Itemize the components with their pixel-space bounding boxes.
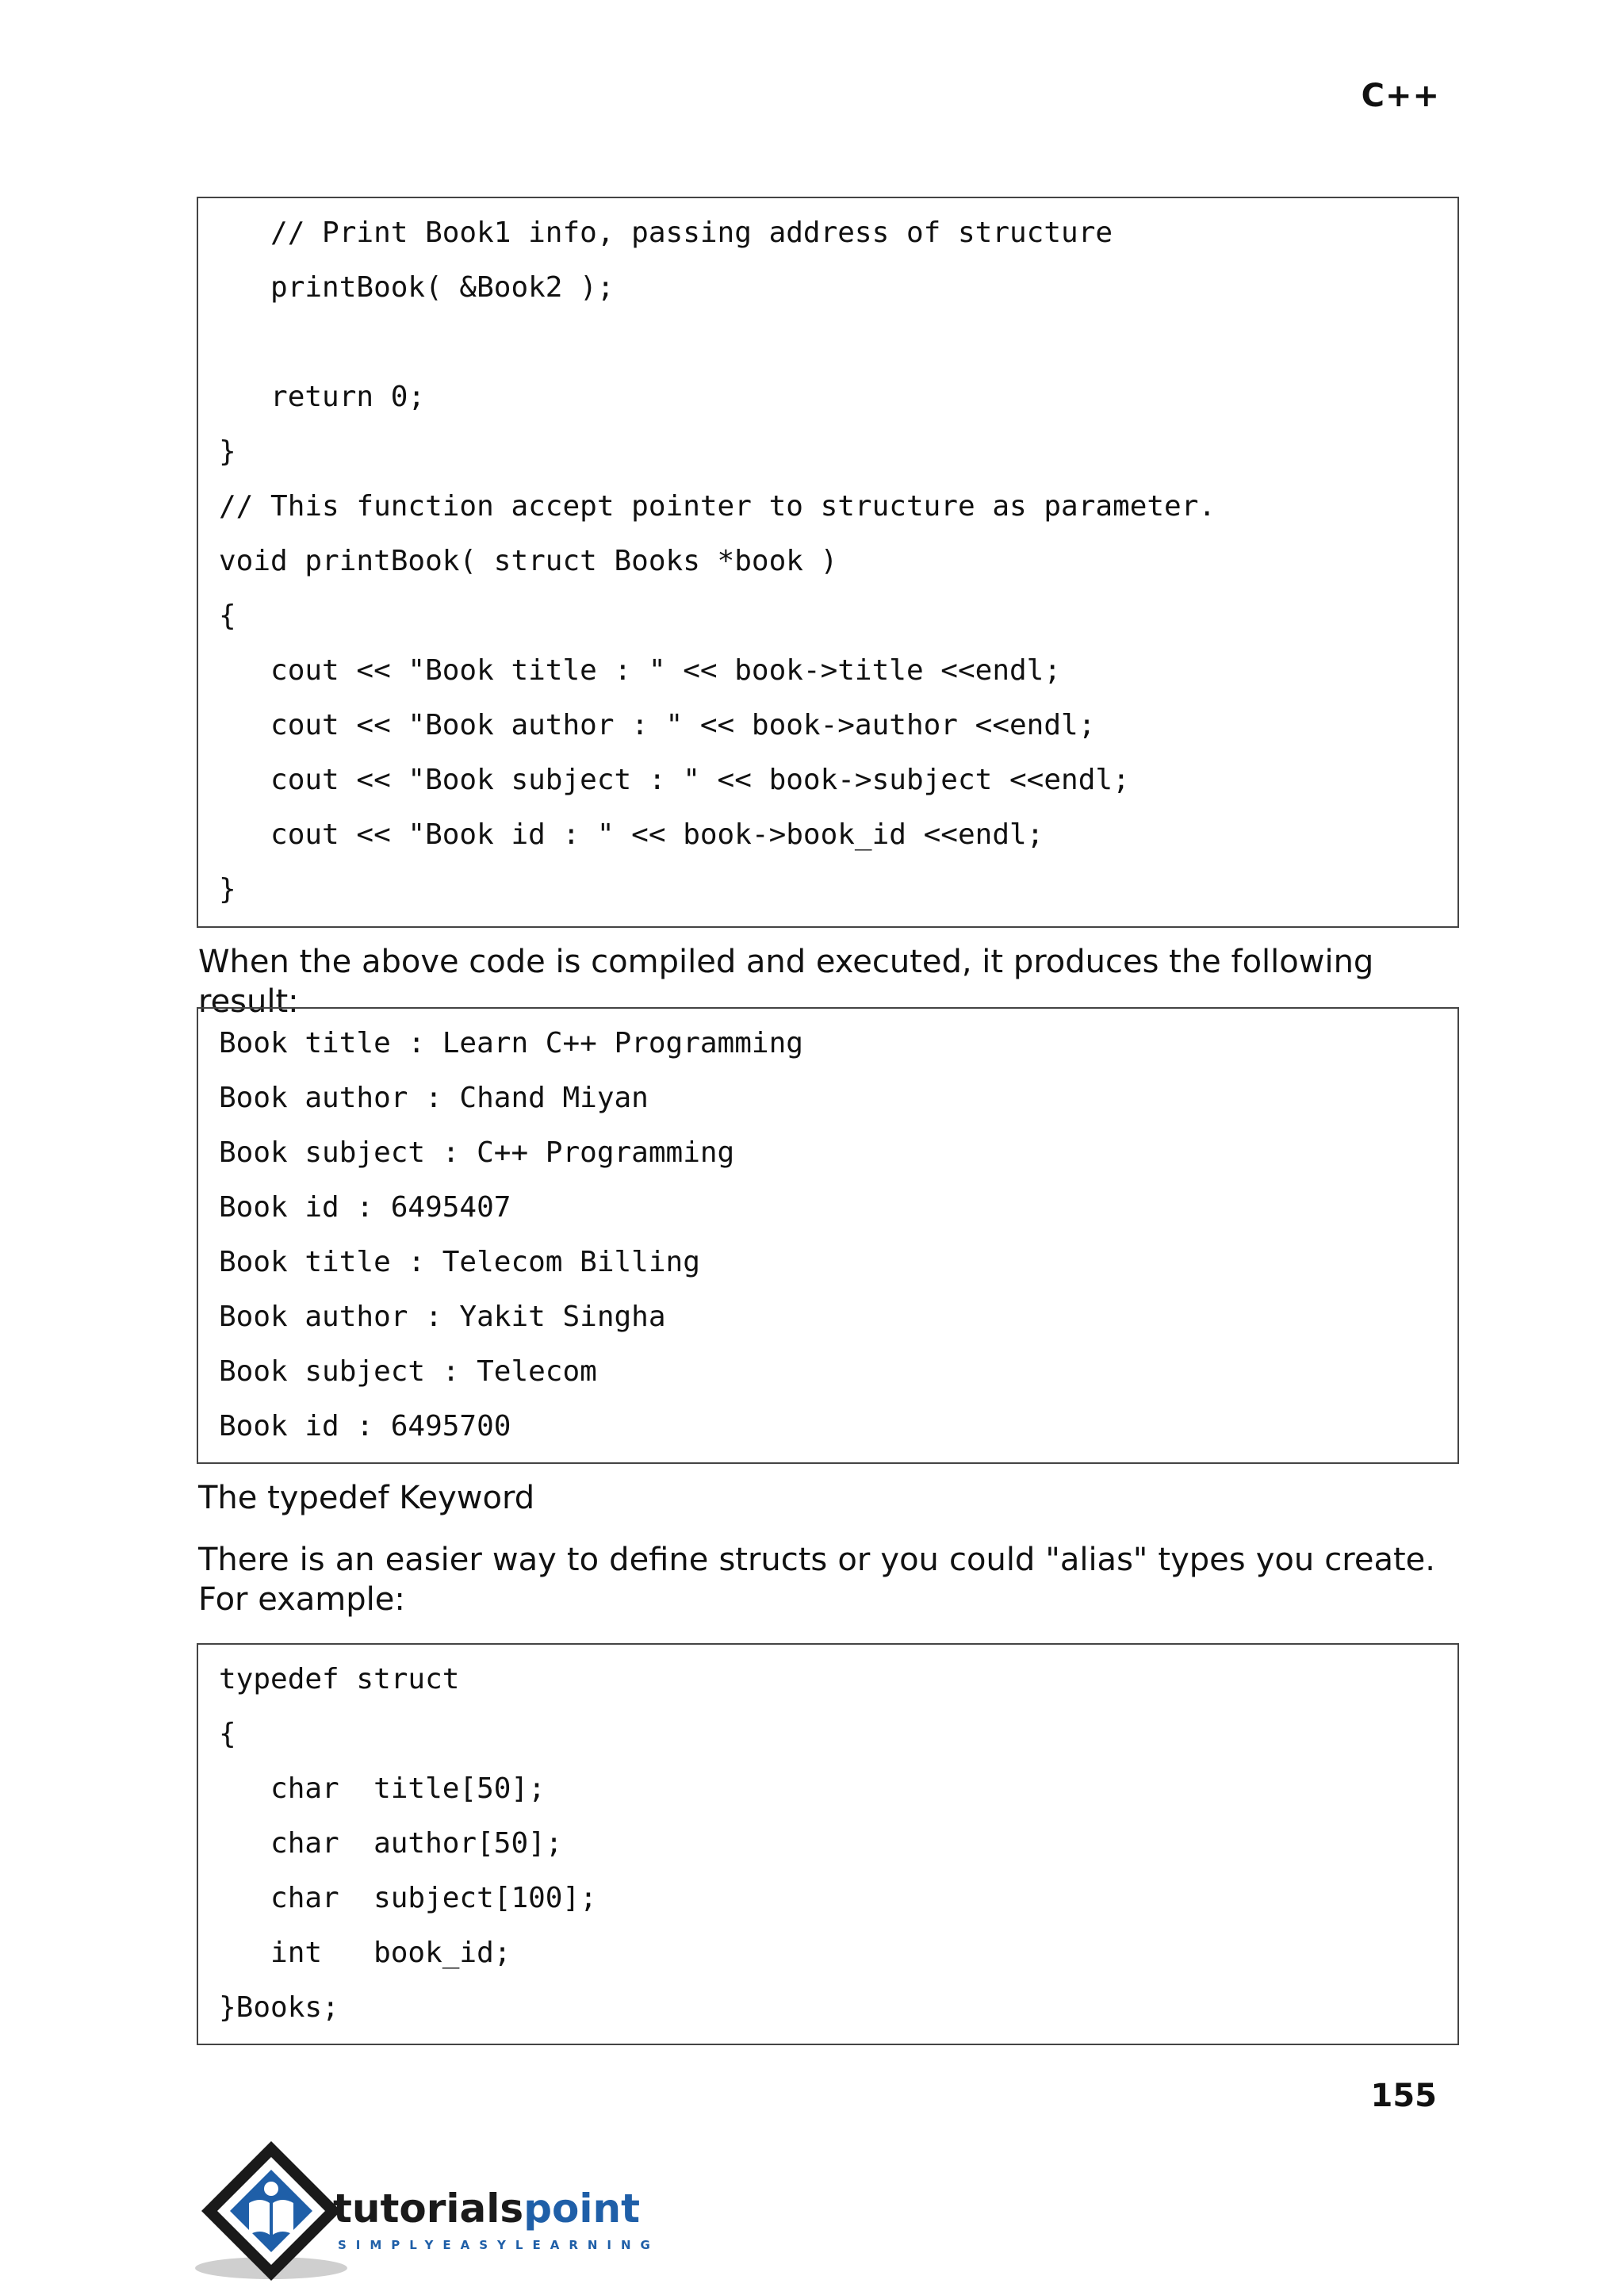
code-line: cout << "Book author : " << book->author <<endl; <box>219 709 1096 741</box>
typedef-paragraph: There is an easier way to define structs or you could "alias" types you create. For example: <box>198 1542 1435 1618</box>
output-line: Book title : Telecom Billing <box>219 1246 700 1278</box>
code-line: cout << "Book subject : " << book->subject <<endl; <box>219 764 1130 796</box>
code-block-print-function <box>197 197 1459 928</box>
code-line: printBook( &Book2 ); <box>219 271 615 304</box>
output-line: Book subject : C++ Programming <box>219 1136 735 1169</box>
section-heading: The typedef Keyword <box>198 1480 535 1516</box>
code-line: char subject[100]; <box>219 1882 597 1914</box>
page-number: 155 <box>1370 2078 1437 2114</box>
code-line: }Books; <box>219 1991 339 2024</box>
output-line: Book author : Chand Miyan <box>219 1082 649 1114</box>
tutorialspoint-logo <box>193 2133 701 2284</box>
code-line <box>219 322 1457 377</box>
code-line: cout << "Book id : " << book->book_id <<endl; <box>219 818 1044 851</box>
code-line: cout << "Book title : " << book->title <<endl; <box>219 654 1062 687</box>
code-line: } <box>219 873 236 906</box>
code-line: char title[50]; <box>219 1772 546 1805</box>
code-block-typedef <box>197 1643 1459 2045</box>
code-line: char author[50]; <box>219 1827 563 1860</box>
output-block <box>197 1007 1459 1464</box>
code-line: } <box>219 435 236 468</box>
code-line: return 0; <box>219 381 426 413</box>
logo-wordmark: tutorialspoint <box>333 2186 640 2232</box>
code-line: // This function accept pointer to structure as parameter. <box>219 490 1216 523</box>
code-line: // Print Book1 info, passing address of structure <box>219 216 1113 249</box>
code-line: int book_id; <box>219 1937 511 1969</box>
result-intro-text: When the above code is compiled and executed, it produces the following result: <box>198 944 1374 1020</box>
output-line: Book title : Learn C++ Programming <box>219 1027 803 1059</box>
tutorialspoint-logo-graphic <box>193 2133 701 2284</box>
output-line: Book id : 6495407 <box>219 1191 511 1224</box>
code-line: typedef struct <box>219 1663 460 1695</box>
code-line: { <box>219 600 236 632</box>
code-line: void printBook( struct Books *book ) <box>219 545 838 577</box>
code-line: { <box>219 1718 236 1750</box>
output-line: Book id : 6495700 <box>219 1410 511 1443</box>
output-line: Book subject : Telecom <box>219 1355 597 1388</box>
output-line: Book author : Yakit Singha <box>219 1301 666 1333</box>
header-language-label: C++ <box>1361 78 1440 114</box>
logo-tagline: SIMPLYEASYLEARNING <box>338 2238 660 2252</box>
